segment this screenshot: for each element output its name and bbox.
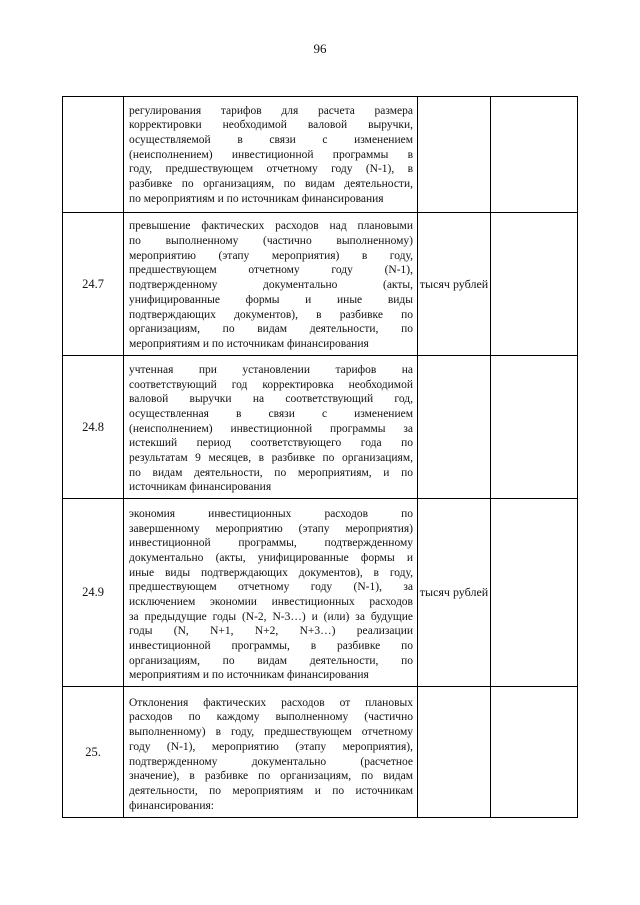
description-line: мероприятию (этапу мероприятия) в году, (129, 249, 413, 262)
value-cell (491, 213, 578, 356)
description-line: деятельности, по мероприятиям и по источникам (129, 784, 413, 797)
description-line: по мероприятиям и по источникам финансирования (129, 192, 384, 205)
table-row (63, 356, 578, 499)
description-line: годы (N, N+1, N+2, N+3…) реализации (129, 625, 413, 638)
description-line: валовой выручки на соответствующий год, (129, 393, 413, 406)
row-description (124, 356, 418, 499)
description-line: по видам деятельности, по мероприятиям, и по (129, 466, 413, 479)
description-line: регулирования тарифов для расчета размера (129, 104, 413, 117)
unit-cell (418, 97, 491, 213)
description-line: истекший период соответствующего года по (129, 437, 413, 450)
description-line: расходов по каждому выполненному (частично (129, 711, 413, 724)
row-number (63, 97, 124, 213)
description-line: разбивке по организациям, по видам деятельности, (129, 178, 413, 191)
description-text (124, 691, 417, 814)
value-cell (491, 97, 578, 213)
description-line: экономия инвестиционных расходов по (129, 507, 413, 520)
description-line: результатам 9 месяцев, в разбивке по организациям, (129, 452, 413, 465)
description-line: финансирования: (129, 799, 214, 812)
description-line: иные виды подтверждающих документов), в году, (129, 566, 413, 579)
row-description (124, 213, 418, 356)
unit-cell: тысяч рублей (418, 213, 491, 356)
description-line: мероприятиям и по источникам финансирования (129, 337, 369, 350)
indicator-table (62, 96, 578, 818)
description-line: завершенному мероприятию (этапу мероприятия) (129, 522, 413, 535)
value-cell (491, 356, 578, 499)
description-line: году (N-1), мероприятию (этапу мероприятия), (129, 740, 413, 753)
table-row (63, 687, 578, 818)
table-row (63, 499, 578, 687)
description-line: организациям, по видам деятельности, по (129, 323, 413, 336)
description-line: выполненному) в году, предшествующем отчетному (129, 726, 413, 739)
description-line: предшествующем отчетному году (N-1), за (129, 581, 413, 594)
description-line: учтенная при установлении тарифов на (129, 363, 413, 376)
description-line: документально (акты, унифицированные формы и (129, 551, 413, 564)
description-line: году, предшествующем отчетному году (N-1), в (129, 163, 413, 176)
description-line: источникам финансирования (129, 481, 272, 494)
description-line: организациям, по видам деятельности, по (129, 654, 413, 667)
row-number: 25. (63, 687, 124, 818)
description-text (124, 216, 417, 351)
row-description (124, 97, 418, 213)
description-text (124, 502, 417, 683)
description-text (124, 359, 417, 495)
description-line: предшествующем отчетному году (N-1), (129, 264, 413, 277)
table-row (63, 97, 578, 213)
description-line: инвестиционной программы, подтвержденному (129, 537, 413, 550)
description-line: осуществленная в связи с изменением (129, 407, 413, 420)
description-line: за предыдущие годы (N-2, N-3…) и (или) за будущие (129, 610, 413, 623)
page-number: 96 (313, 41, 327, 56)
description-line: (неисполнением) инвестиционной программы за (129, 422, 413, 435)
description-line: осуществляемой в связи с изменением (129, 133, 413, 146)
row-number: 24.7 (63, 213, 124, 356)
description-text (124, 103, 417, 207)
row-number: 24.8 (63, 356, 124, 499)
description-line: унифицированные формы и иные виды (129, 293, 413, 306)
description-line: по выполненному (частично выполненному) (129, 235, 413, 248)
description-line: инвестиционной программы, в разбивке по (129, 640, 413, 653)
description-line: подтверждающих документов), в разбивке по (129, 308, 413, 321)
table-row (63, 213, 578, 356)
description-line: исключением экономии инвестиционных расходов (129, 596, 413, 608)
value-cell (491, 687, 578, 818)
unit-cell (418, 687, 491, 818)
value-cell (491, 499, 578, 687)
description-line: значение), в разбивке по организациям, по видам (129, 770, 413, 783)
description-line: корректировки необходимой валовой выручки, (129, 119, 413, 132)
description-line: мероприятиям и по источникам финансирования (129, 669, 369, 682)
description-line: соответствующий год корректировка необходимой (129, 378, 413, 391)
description-line: подтвержденному документально (акты, (129, 279, 413, 292)
description-line: Отклонения фактических расходов от плановых (129, 696, 413, 709)
description-line: (неисполнением) инвестиционной программы в (129, 148, 413, 161)
unit-cell (418, 356, 491, 499)
row-description (124, 499, 418, 687)
row-number: 24.9 (63, 499, 124, 687)
unit-cell: тысяч рублей (418, 499, 491, 687)
row-description (124, 687, 418, 818)
description-line: превышение фактических расходов над плановыми (129, 220, 413, 233)
description-line: подтвержденному документально (расчетное (129, 755, 413, 768)
